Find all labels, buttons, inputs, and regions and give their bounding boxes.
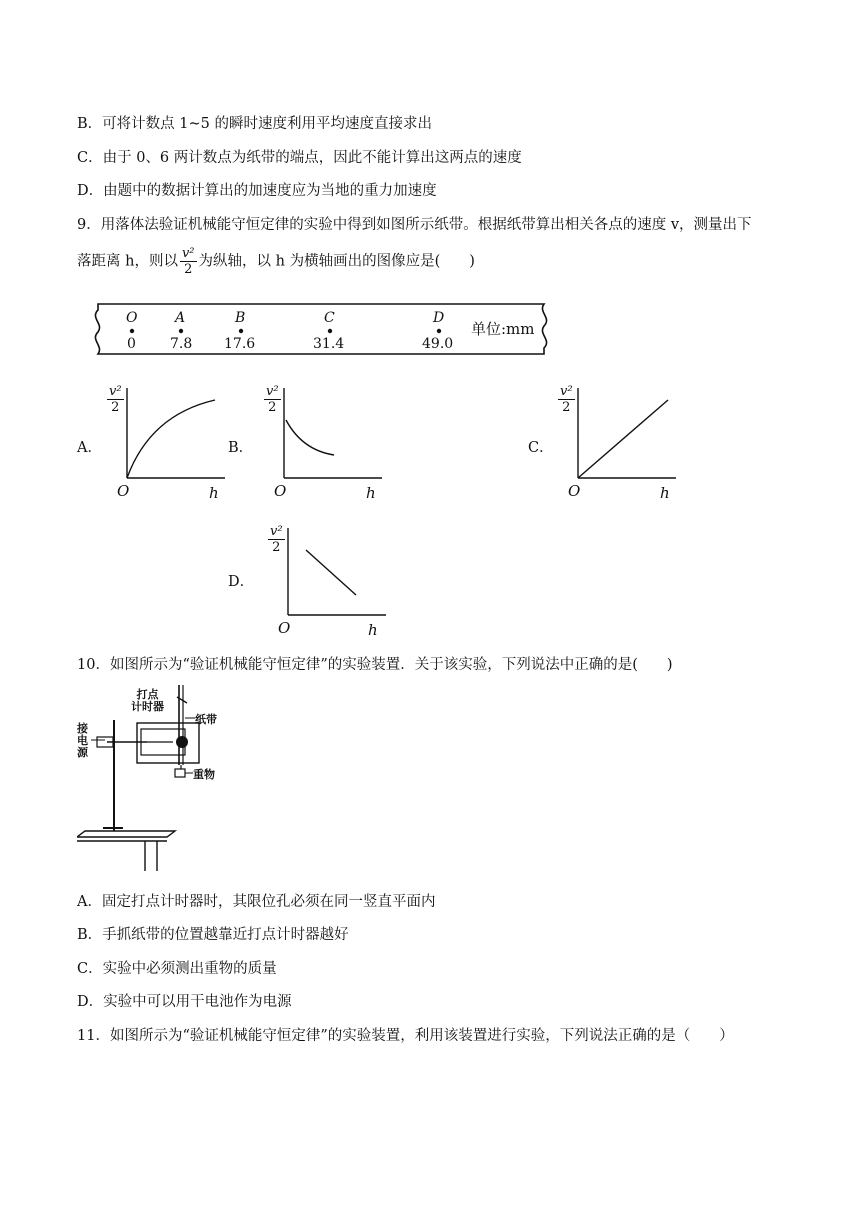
ylabel-den: 2 xyxy=(272,540,281,555)
ylabel-den: 2 xyxy=(562,400,571,415)
graph-c-ylabel xyxy=(558,384,575,415)
label-timer xyxy=(131,689,164,713)
graph-c-xlabel: h xyxy=(660,484,670,502)
paper-tape-figure xyxy=(86,298,556,362)
q9-stem-line1: 9．用落体法验证机械能守恒定律的实验中得到如图所示纸带。根据纸带算出相关各点的速度 v，测量出下 xyxy=(77,217,752,233)
tape-point-o: O xyxy=(126,310,138,326)
label-timer-line1: 打点 xyxy=(136,688,159,701)
ylabel-num: v² xyxy=(266,384,279,399)
graph-c-label: C． xyxy=(528,440,554,456)
tape-point-c: C xyxy=(324,310,335,326)
tape-value-c: 31.4 xyxy=(313,336,345,352)
graph-b-ylabel xyxy=(264,384,281,415)
fraction-numerator: v² xyxy=(181,246,195,261)
graph-d-label: D． xyxy=(228,574,255,590)
tape-point-a: A xyxy=(175,310,186,326)
ylabel-num: v² xyxy=(560,384,573,399)
graph-a-xlabel: h xyxy=(209,484,219,502)
label-power-1: 接 xyxy=(77,722,88,735)
apparatus-figure xyxy=(77,685,217,875)
q10-option-b: B．手抓纸带的位置越靠近打点计时器越好 xyxy=(77,927,349,943)
graph-b-label: B． xyxy=(228,440,254,456)
label-tape: 纸带 xyxy=(195,713,217,726)
q9-fraction xyxy=(180,246,197,277)
tape-point-b: B xyxy=(235,310,246,326)
q8-option-b: B．可将计数点 1~5 的瞬时速度利用平均速度直接求出 xyxy=(77,116,432,132)
tape-value-b: 17.6 xyxy=(224,336,256,352)
tape-value-o: 0 xyxy=(127,336,136,352)
graph-d-xlabel: h xyxy=(368,621,378,639)
q10-stem: 10．如图所示为“验证机械能守恒定律”的实验装置．关于该实验，下列说法中正确的是( ) xyxy=(77,657,673,673)
fraction-denominator: 2 xyxy=(184,262,193,277)
tape-unit: 单位:mm xyxy=(471,320,535,338)
tape-value-d: 49.0 xyxy=(422,336,454,352)
q9-stem-post: 为纵轴，以 h 为横轴画出的图像应是( ) xyxy=(198,253,475,270)
q9-stem-line2 xyxy=(77,246,475,277)
graph-a-label: A． xyxy=(77,440,102,456)
label-power-3: 源 xyxy=(77,746,88,759)
tape-value-a: 7.8 xyxy=(170,336,193,352)
q10-option-d: D．实验中可以用干电池作为电源 xyxy=(77,994,292,1010)
label-power-2: 电 xyxy=(77,734,88,747)
label-power xyxy=(77,723,89,759)
ylabel-den: 2 xyxy=(111,400,120,415)
q8-option-d: D．由题中的数据计算出的加速度应为当地的重力加速度 xyxy=(77,183,437,199)
graph-b xyxy=(262,380,392,500)
graph-b-origin: O xyxy=(274,482,287,500)
label-weight: 重物 xyxy=(193,768,215,781)
q10-option-a: A．固定打点计时器时，其限位孔必须在同一竖直平面内 xyxy=(77,894,436,910)
graph-d xyxy=(266,520,396,640)
label-timer-line2: 计时器 xyxy=(131,700,164,713)
ylabel-num: v² xyxy=(270,524,283,539)
graph-d-origin: O xyxy=(278,619,291,637)
graph-b-xlabel: h xyxy=(366,484,376,502)
graph-c-origin: O xyxy=(568,482,581,500)
q8-option-c: C．由于 0、6 两计数点为纸带的端点，因此不能计算出这两点的速度 xyxy=(77,150,522,166)
tape-point-d: D xyxy=(433,310,445,326)
ylabel-num: v² xyxy=(109,384,122,399)
graph-a xyxy=(105,380,235,500)
ylabel-den: 2 xyxy=(268,400,277,415)
q10-option-c: C．实验中必须测出重物的质量 xyxy=(77,961,277,977)
q9-stem-pre: 落距离 h，则以 xyxy=(77,253,178,270)
graph-a-origin: O xyxy=(117,482,130,500)
graph-a-ylabel xyxy=(107,384,124,415)
q11-stem: 11．如图所示为“验证机械能守恒定律”的实验装置，利用该装置进行实验，下列说法正确的是（ ） xyxy=(77,1028,734,1044)
graph-d-ylabel xyxy=(268,524,285,555)
graph-c xyxy=(556,380,686,500)
